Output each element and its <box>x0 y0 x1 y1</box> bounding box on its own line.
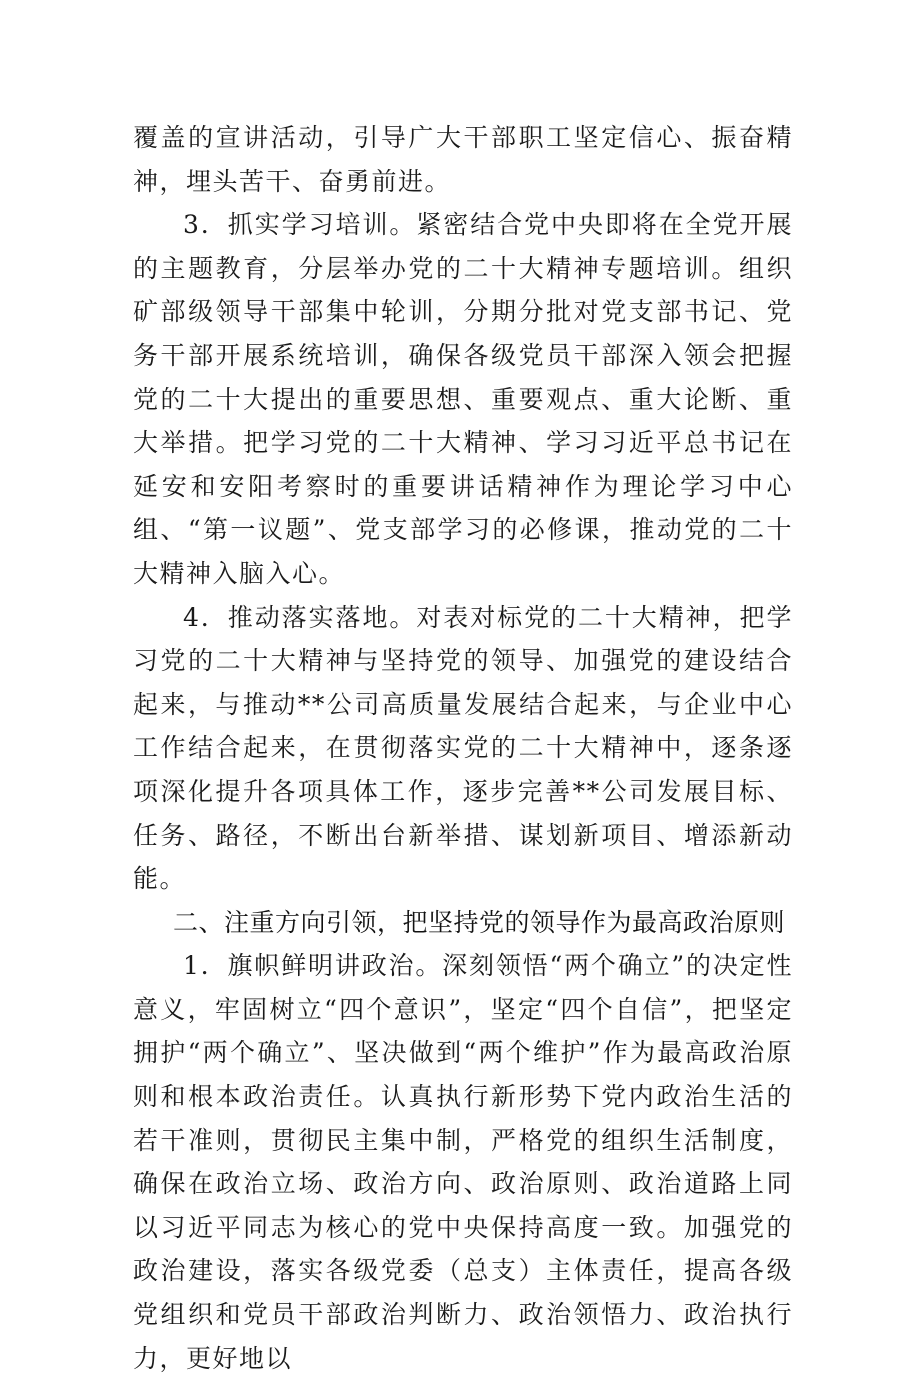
paragraph-item-4: 4．推动落实落地。对表对标党的二十大精神，把学习党的二十大精神与坚持党的领导、加强党的建设结合起来，与推动**公司高质量发展结合起来，与企业中心工作结合起来，在贯彻落实党的二十大精神中，逐条逐项深化提升各项具体工作，逐步完善**公司发展目标、任务、路径，不断出台新举措、谋划新项目、增添新动能。 <box>133 602 793 894</box>
paragraph-item-1: 1．旗帜鲜明讲政治。深刻领悟“两个确立”的决定性意义，牢固树立“四个意识”，坚定“四个自信”，把坚定拥护“两个确立”、坚决做到“两个维护”作为最高政治原则和根本政治责任。认真执行新形势下党内政治生活的若干准则，贯彻民主集中制，严格党的组织生活制度，确保在政治立场、政治方向、政治原则、政治道路上同以习近平同志为核心的党中央保持高度一致。加强党的政治建设，落实各级党委（总支）主体责任，提高各级党组织和党员干部政治判断力、政治领悟力、政治执行力，更好地以 <box>133 951 793 1373</box>
paragraph-item-3: 3．抓实学习培训。紧密结合党中央即将在全党开展的主题教育，分层举办党的二十大精神专题培训。组织矿部级领导干部集中轮训，分期分批对党支部书记、党务干部开展系统培训，确保各级党员干部深入领会把握党的二十大提出的重要思想、重要观点、重大论断、重大举措。把学习党的二十大精神、学习习近平总书记在延安和安阳考察时的重要讲话精神作为理论学习中心组、“第一议题”、党支部学习的必修课，推动党的二十大精神入脑入心。 <box>133 210 793 588</box>
paragraph-continuation: 覆盖的宣讲活动，引导广大干部职工坚定信心、振奋精神，埋头苦干、奋勇前进。 <box>133 123 793 196</box>
document-body <box>133 116 793 1380</box>
section-heading-2: 二、注重方向引领，把坚持党的领导作为最高政治原则 <box>173 907 786 937</box>
